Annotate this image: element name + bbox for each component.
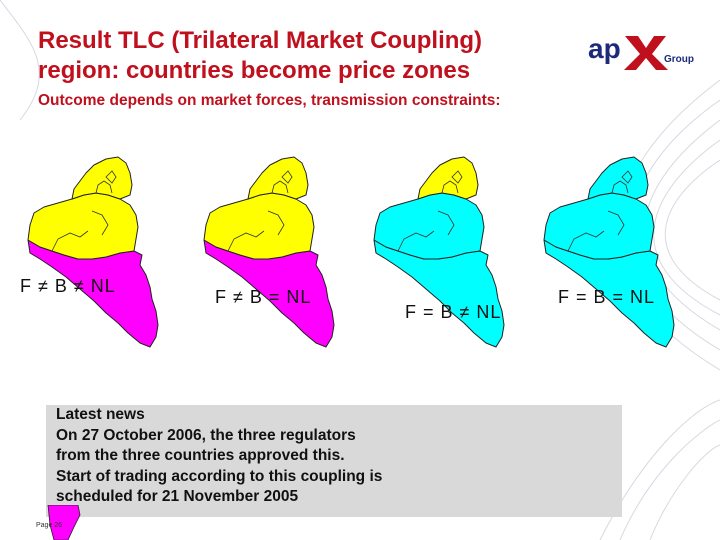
latest-news-box <box>46 405 622 517</box>
scenario-map-1 <box>22 155 172 355</box>
logo-text-group: Group <box>664 54 694 65</box>
netherlands-region <box>72 157 132 199</box>
apx-group-logo <box>588 28 698 72</box>
scenario-map-3 <box>368 155 518 355</box>
news-line-3: Start of trading according to this coupling is <box>56 467 383 485</box>
scenario-map-2 <box>198 155 348 355</box>
logo-x-mark <box>624 36 668 70</box>
netherlands-region <box>588 157 648 199</box>
scenario-label-1: F ≠ B ≠ NL <box>20 276 116 296</box>
news-line-4: scheduled for 21 November 2005 <box>56 488 299 505</box>
scenario-label-4: F = B = NL <box>558 287 656 307</box>
logo-text-ap: ap <box>588 33 621 64</box>
netherlands-region <box>248 157 308 199</box>
slide-title <box>38 26 578 86</box>
scenario-label-2: F ≠ B = NL <box>215 287 312 307</box>
title-line-1: Result TLC (Trilateral Market Coupling) <box>38 27 483 54</box>
scenario-map-4 <box>538 155 688 355</box>
page-number: Page 26 <box>36 522 63 529</box>
netherlands-region <box>418 157 478 199</box>
title-line-2: region: countries become price zones <box>38 57 471 84</box>
news-line-2: from the three countries approved this. <box>56 447 345 464</box>
news-heading: Latest news <box>56 406 145 423</box>
slide-subtitle: Outcome depends on market forces, transmission constraints: <box>38 92 501 109</box>
scenario-label-3: F = B ≠ NL <box>405 302 502 322</box>
news-line-1: On 27 October 2006, the three regulators <box>56 426 356 444</box>
